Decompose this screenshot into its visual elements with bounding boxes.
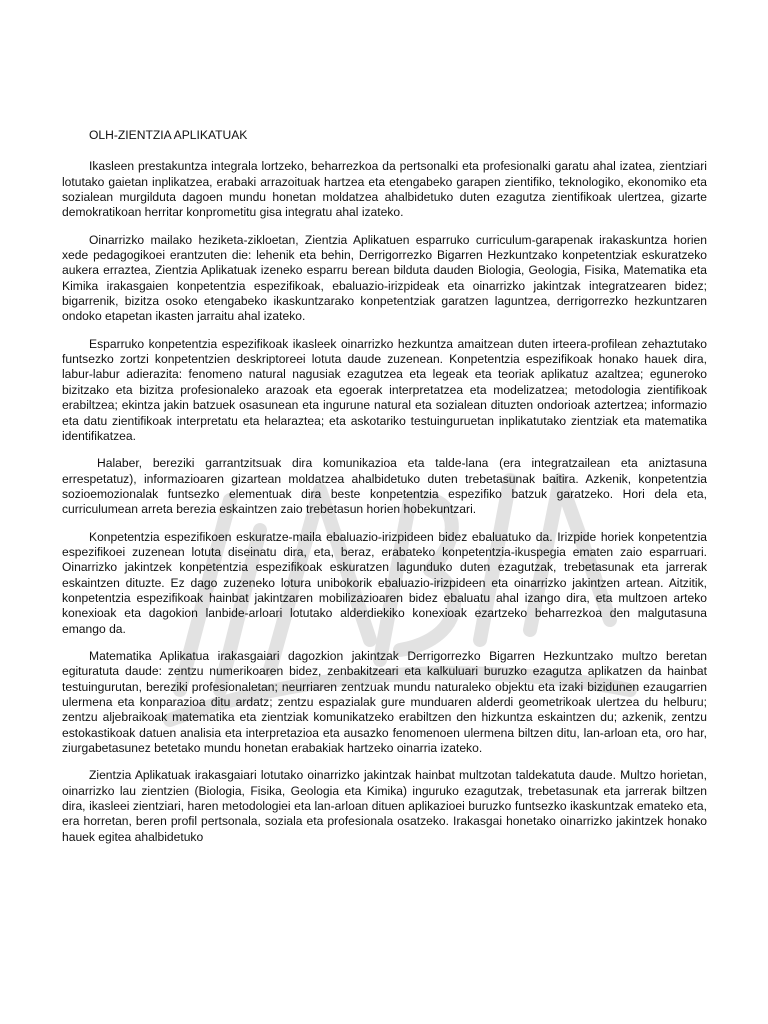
paragraph-4: Halaber, bereziki garrantzitsuak dira komunikazioa eta talde-lana (era integratzailean eta aniztasuna errespetatuz), informazioaren gizartean moldatzea ahalbidetuko duten trebetasunak baitira. Azkenik, konpetentzia sozioemozionalak funtsezko elementuak dira beste konpetentzia espezifiko batzuk garatzeko. Hori dela eta, curriculumean arreta berezia eskaintzen zaio trebetasun horien hobekuntzari. xyxy=(62,456,707,517)
paragraph-2: Oinarrizko mailako heziketa-zikloetan, Zientzia Aplikatuen esparruko curriculum-garapenak irakaskuntza horien xede pedagogikoei erantzuten die: lehenik eta behin, Derrigorrezko Bigarren Hezkuntzako konpetentziak eskuratzeko aukera erraztea, Zientzia Aplikatuak izeneko esparru berean bilduta dauden Biologia, Geologia, Fisika, Matematika eta Kimika irakasgaien konpetentzia espezifikoak, ebaluazio-irizpideak eta oinarrizko jakintzak integratzearen bidez; bigarrenik, bizitza osoko etengabeko ikaskuntzarako konpetentziak garatzen laguntzea, derrigorrezko hezkuntzaren ondoko etapetan ikasten jarraitu ahal izateko. xyxy=(62,232,707,324)
paragraph-3: Esparruko konpetentzia espezifikoak ikasleek oinarrizko hezkuntza amaitzean duten irteera-profilean zehaztutako funtsezko zortzi konpetentzien deskriptoreei lotuta daude zuzenean. Konpetentzia espezifikoak honako hauek dira, labur-labur adierazita: fenomeno natural nagusiak ezagutzea eta legeak eta teoriak aplikatuz azaltzea; eguneroko bizitzako eta bizitza profesionaleko arazoak eta egoerak interpretatzea eta modelizatzea; metodologia zientifikoak erabiltzea; ekintza jakin batzuek osasunean eta ingurune natural eta sozialean dituzten ondorioak aztertzea; informazio eta datu zientifikoak interpretatu eta helaraztea; eta askotariko testuinguruetan inplikatutako zientziak eta matematika identifikatzea. xyxy=(62,336,707,443)
document-title: OLH-ZIENTZIA APLIKATUAK xyxy=(89,128,248,142)
paragraph-7: Zientzia Aplikatuak irakasgaiari lotutako oinarrizko jakintzak hainbat multzotan taldekatuta daude. Multzo horietan, oinarrizko lau zientzien (Biologia, Fisika, Geologia eta Kimika) inguruko ezagutzak, trebetasunak eta jarrerak biltzen dira, ikasleei zientziari, haren metodologiei eta lan-arloan dituen aplikazioei buruzko funtsezko ikaskuntzak emateko eta, era horretan, beren profil pertsonala, soziala eta profesionala osatzeko. Irakasgai honetako oinarrizko jakintzek honako hauek egitea ahalbidetuko xyxy=(62,768,707,844)
document-body xyxy=(62,128,707,857)
paragraph-6: Matematika Aplikatua irakasgaiari dagozkion jakintzak Derrigorrezko Bigarren Hezkuntzako multzo beretan egituratuta daude: zentzu numerikoaren bidez, zenbakitzeari eta kalkuluari buruzko ezagutza aplikatzen da hainbat testuingurutan, bereziki profesionaletan; neurriaren zentzuak mundu naturaleko objektu eta izaki bizidunen ezaugarrien ulermena eta konparazioa ditu ardatz; zentzu espazialak gure munduaren alderdi geometrikoak ulertzea du helburu; zentzu aljebraikoak matematika eta zientziak komunikatzeko erabiltzen den hizkuntza eskaintzen du; azkenik, zentzu estokastikoak datuen analisia eta interpretazioa eta ausazko fenomenoen ulermena biltzen ditu, lan-arloan eta, oro har, ziurgabetasunez betetako mundu honetan erabakiak hartzeko oinarria izateko. xyxy=(62,648,707,756)
paragraph-5: Konpetentzia espezifikoen eskuratze-maila ebaluazio-irizpideen bidez ebaluatuko da. Irizpide horiek konpetentzia espezifikoei zuzenean lotuta diseinatu dira, eta, beraz, erabateko konpetentzia-ikuspegia ematen zaio esparruari. Oinarrizko jakintzek konpetentzia espezifikoak eskuratzen lagunduko duten ezagutzak, trebetasunak eta jarrerak eskaintzen dituzte. Ez dago zuzeneko lotura unibokorik ebaluazio-irizpideen eta oinarrizko jakintzen artean. Aitzitik, konpetentzia espezifikoak hainbat jakintzaren mobilizazioaren bidez ebaluatu ahal izango dira, eta multzoen arteko konexioak eta dagokion lanbide-arloari lotutako alderdiekiko konexioak ezartzeko beharrezkoa den malgutasuna emango da. xyxy=(62,529,707,636)
paragraph-1: Ikasleen prestakuntza integrala lortzeko, beharrezkoa da pertsonalki eta profesionalki garatu ahal izatea, zientziari lotutako gaietan inplikatzea, erabaki arrazoituak hartzea eta etengabeko garapen zientifiko, teknologiko, ekonomiko eta sozialean murgilduta dagoen mundu honetan moldatzea ahalbidetuko duten ezagutza zientifikoak ulertzea, gizarte demokratikoan herritar konprometitu gisa integratu ahal izateko. xyxy=(62,159,707,220)
